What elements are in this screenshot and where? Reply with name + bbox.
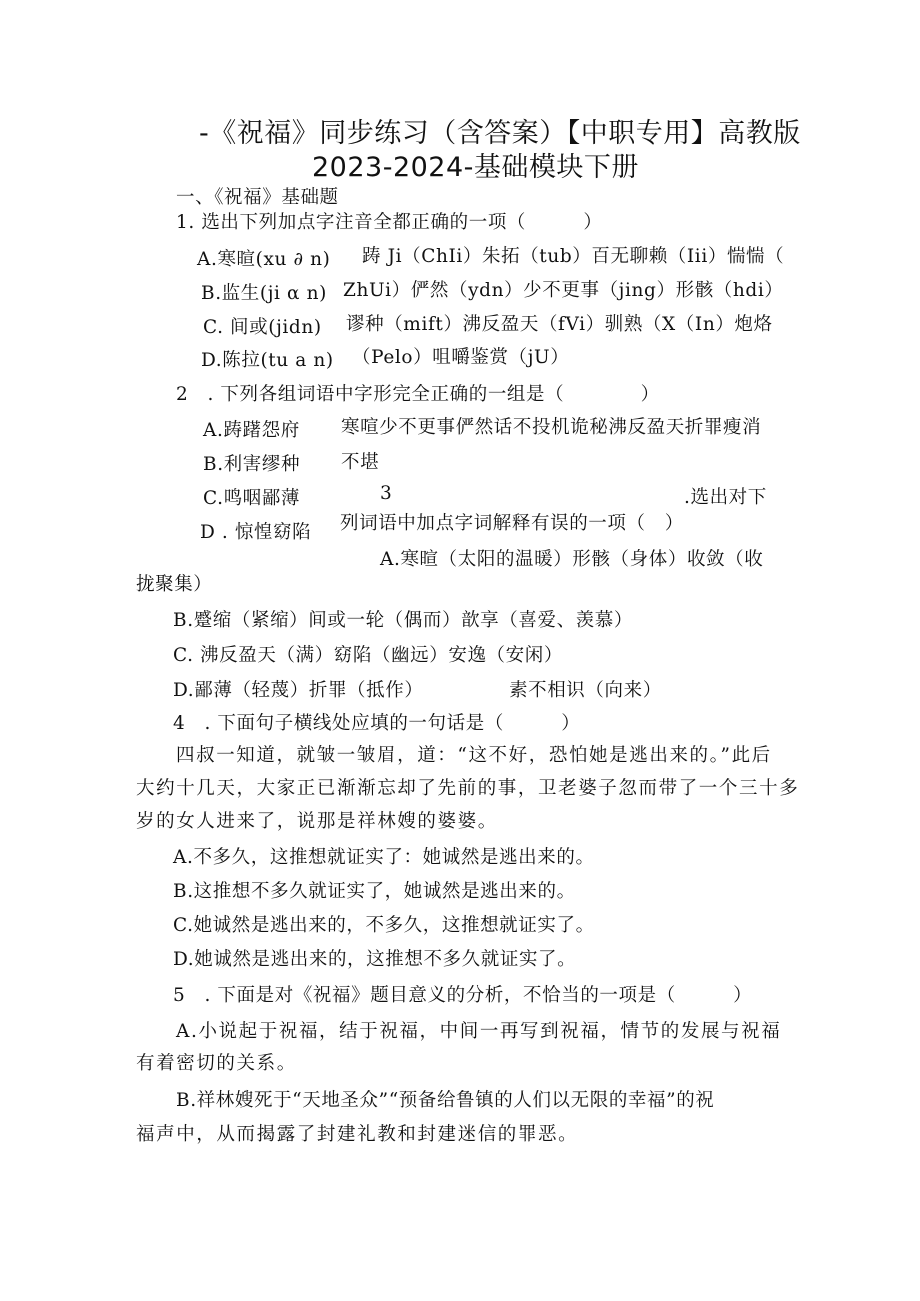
question-2-option-a-label: A.踌躇怨府 — [203, 420, 300, 441]
question-5-option-a-line-1: A.小说起于祝福，结于祝福，中间一再写到祝福，情节的发展与祝福 — [176, 1021, 782, 1042]
question-2-stem: 2 . 下列各组词语中字形完全正确的一组是（ ） — [176, 384, 660, 405]
question-4-stem: 4 . 下面句子横线处应填的一句话是（ ） — [173, 713, 581, 734]
question-1-stem: 1. 选出下列加点字注音全都正确的一项（ ） — [176, 212, 603, 233]
question-4-passage-line-2: 大约十几天，大家正已渐渐忘却了先前的事，卫老婆子忽而带了一个三十多 — [136, 778, 800, 799]
document-title-line-1: -《祝福》同步练习（含答案）【中职专用】高教版 — [199, 118, 801, 149]
question-2-option-a-text: 寒喧少不更事俨然话不投机诡秘沸反盈天折罪瘦消 — [341, 417, 762, 438]
question-4-passage-line-1: 四叔一知道，就皱一皱眉，道：“这不好，恐怕她是逃出来的。”此后 — [176, 745, 772, 766]
question-3-stem-continued: 列词语中加点字词解释有误的一项（ ） — [340, 513, 684, 534]
question-1-option-d-label: D.陈拉(tu a n) — [201, 350, 334, 371]
question-3-option-d-left: D.鄙薄（轻蔑）折罪（抵作） — [173, 680, 424, 701]
question-1-option-b-label: B.监生(ji α n) — [201, 283, 327, 304]
document-title-line-2: 2023-2024-基础模块下册 — [312, 152, 639, 183]
question-1-option-c-label: C. 间或(jidn) — [203, 317, 322, 338]
section-heading: 一、《祝福》基础题 — [176, 187, 339, 208]
question-1-option-a-label: A.寒暄(xu ∂ n) — [197, 249, 331, 270]
question-5-stem: 5 . 下面是对《祝福》题目意义的分析，不恰当的一项是（ ） — [173, 985, 753, 1006]
question-1-option-c-text: 谬种（mift）沸反盈天（fVi）驯熟（X（In）炮烙 — [346, 314, 773, 335]
question-3-number: 3 — [380, 483, 393, 504]
question-1-option-d-text: （Pelo）咀嚼鉴赏（jU） — [352, 347, 570, 368]
question-5-option-b-line-2: 福声中，从而揭露了封建礼教和封建迷信的罪恶。 — [136, 1124, 579, 1145]
question-1-option-a-text: 踌 Ji（ChIi）朱拓（tub）百无聊赖（Iii）惴惴（ — [362, 246, 785, 267]
question-2-option-b-text: 不堪 — [341, 452, 380, 473]
question-3-option-d-right: 素不相识（向来） — [509, 680, 662, 701]
question-5-option-b-line-1: B.祥林嫂死于“天地圣众”“预备给鲁镇的人们以无限的幸福”的祝 — [176, 1090, 715, 1111]
question-2-option-d-label: D . 惊惶窈陷 — [200, 522, 312, 543]
question-3-option-a-line-1: A.寒暄（太阳的温暖）形骸（身体）收敛（收 — [380, 549, 764, 570]
question-2-option-b-label: B.利害缪种 — [203, 454, 301, 475]
question-1-option-b-text: ZhUi）俨然（ydn）少不更事（jing）形骸（hdi） — [343, 280, 784, 301]
question-5-option-a-line-2: 有着密切的关系。 — [136, 1053, 297, 1074]
question-3-option-b: B.蹙缩（紧缩）间或一轮（偶而）歆享（喜爱、羡慕） — [173, 610, 633, 631]
question-3-option-c: C. 沸反盈天（满）窈陷（幽远）安逸（安闲） — [173, 645, 563, 666]
question-3-stem-start: .选出对下 — [684, 487, 767, 508]
question-4-option-d: D.她诚然是逃出来的，这推想不多久就证实了。 — [173, 949, 577, 970]
question-4-option-a: A.不多久，这推想就证实了：她诚然是逃出来的。 — [173, 847, 595, 868]
question-4-passage-line-3: 岁的女人进来了，说那是祥林嫂的婆婆。 — [136, 811, 498, 832]
question-4-option-b: B.这推想不多久就证实了，她诚然是逃出来的。 — [173, 881, 576, 902]
question-2-option-c-label: C.鸣咽鄙薄 — [203, 488, 300, 509]
question-4-option-c: C.她诚然是逃出来的，不多久，这推想就证实了。 — [173, 915, 595, 936]
question-3-option-a-line-2: 拢聚集） — [136, 574, 213, 595]
